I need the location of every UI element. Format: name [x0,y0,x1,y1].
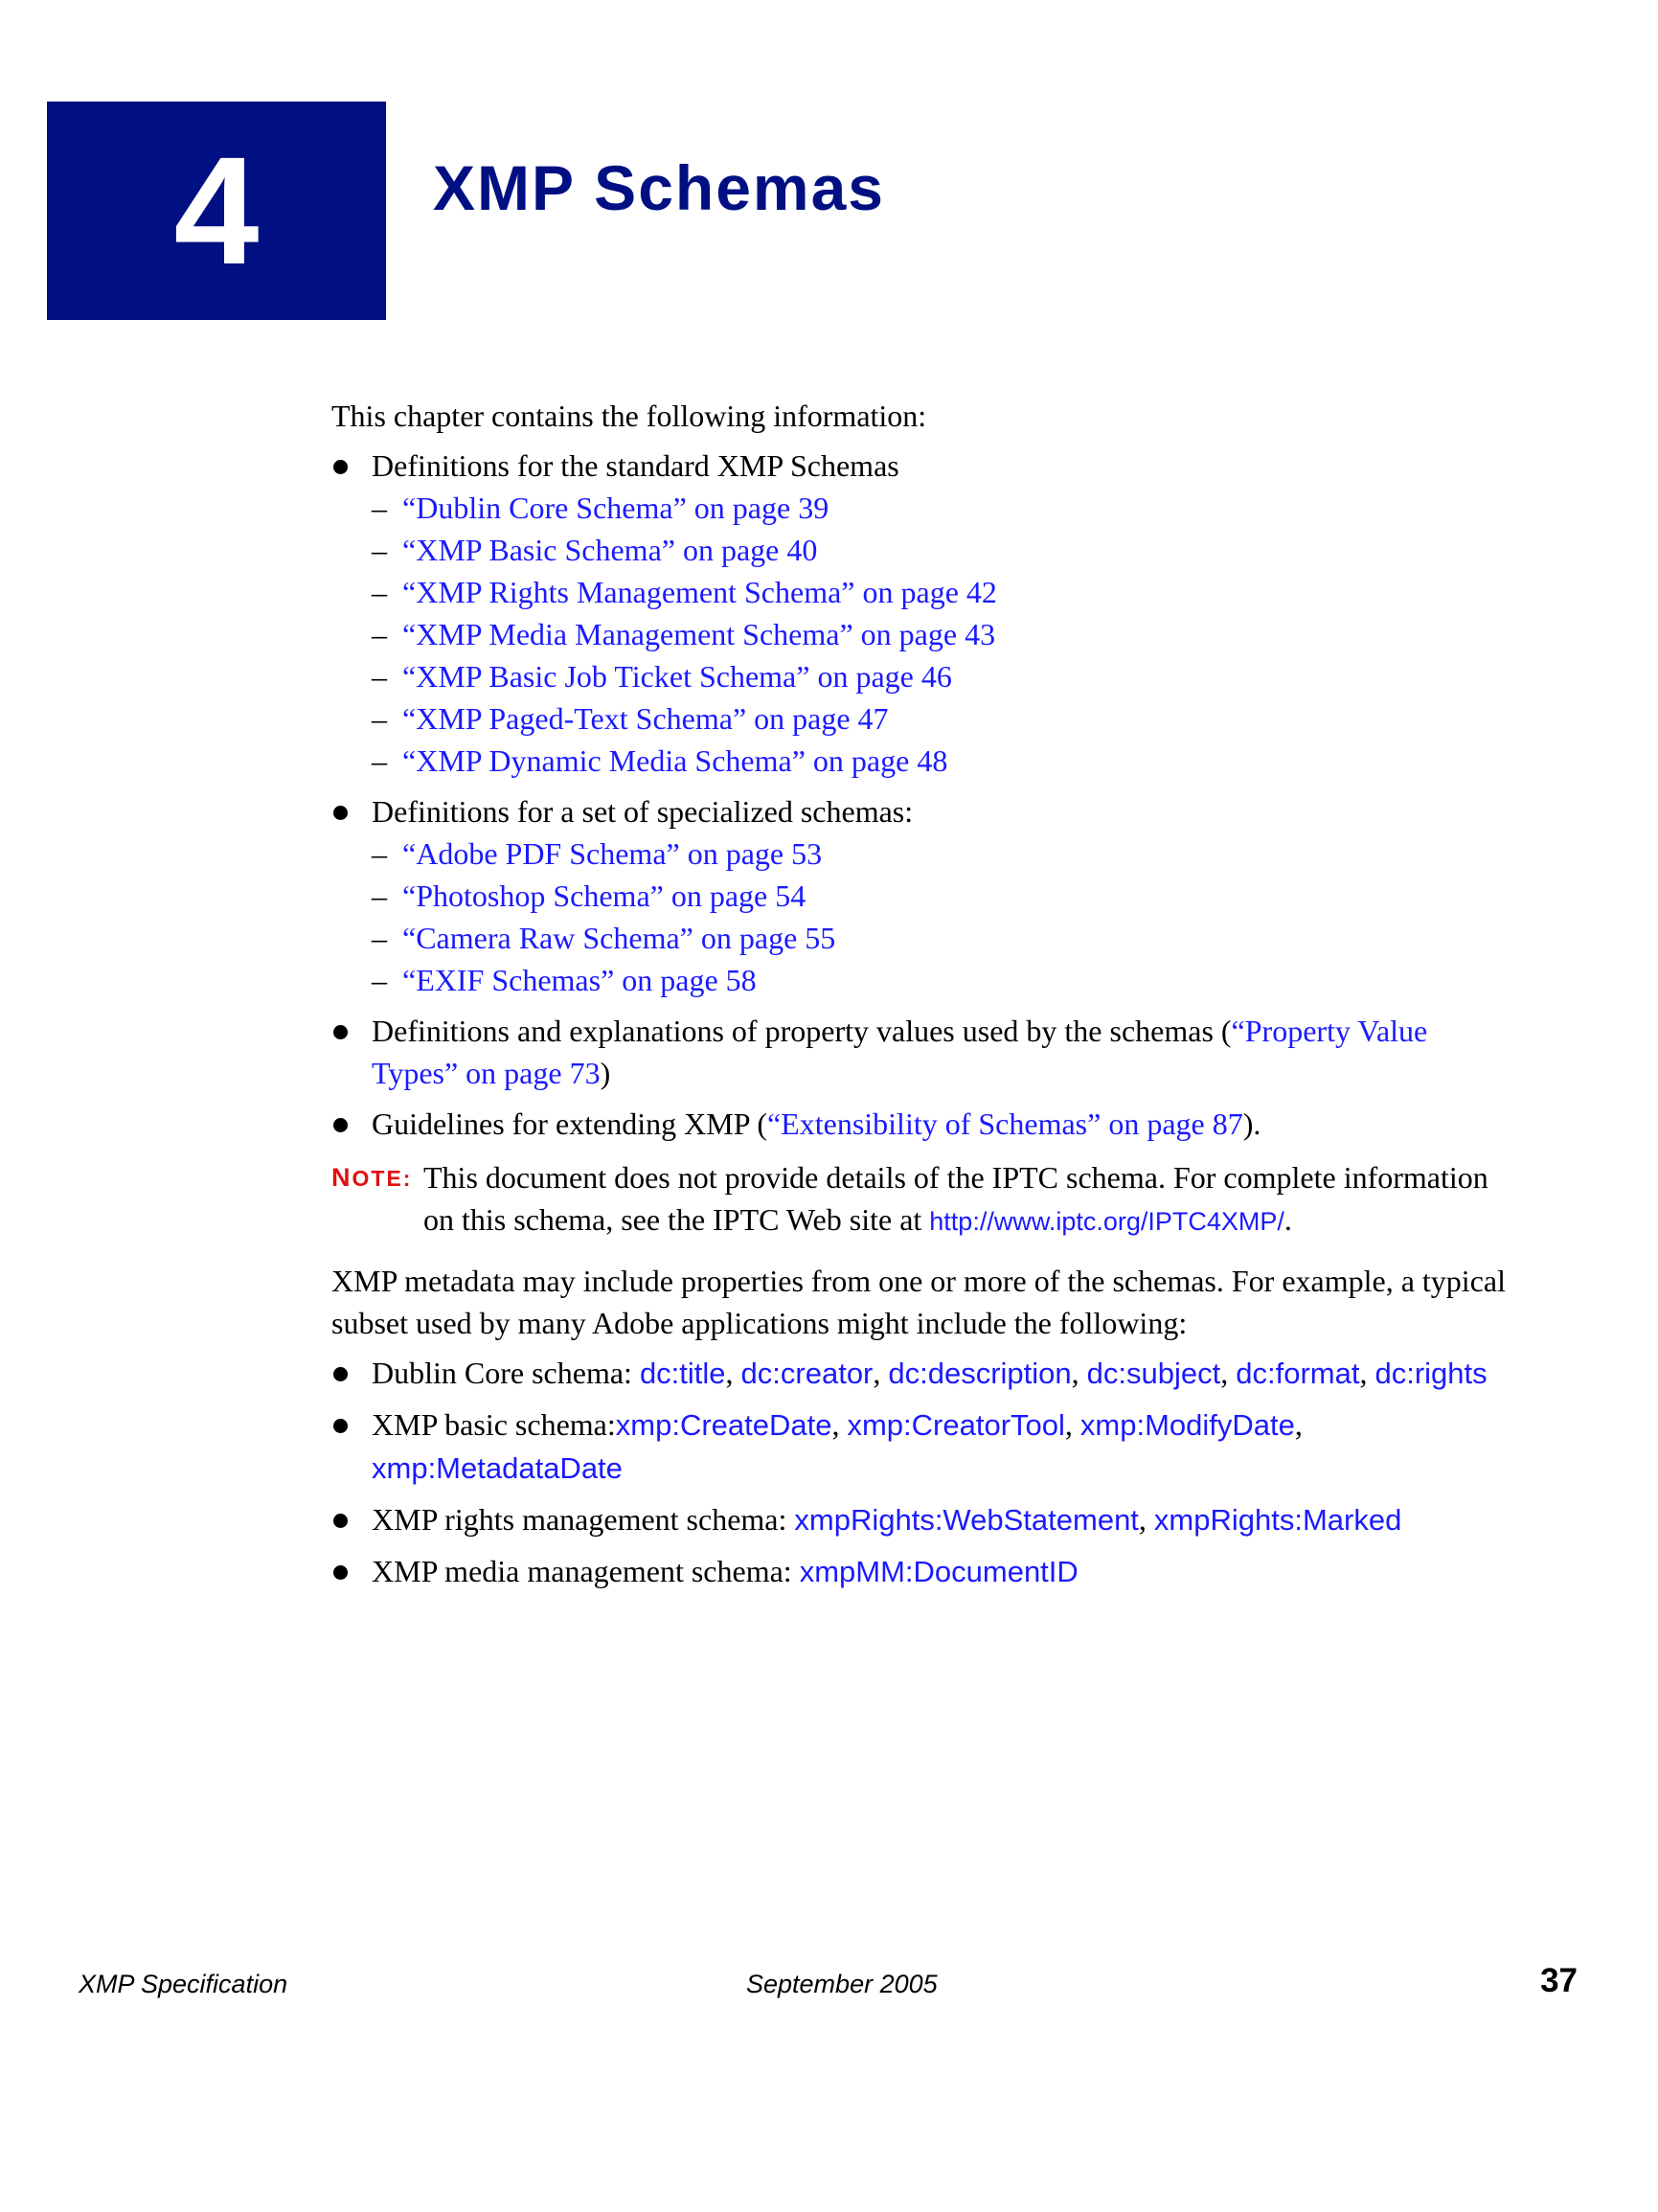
prop-link[interactable]: xmp:MetadataDate [372,1451,623,1485]
sub-list-item: – “XMP Dynamic Media Schema” on page 48 [372,743,948,778]
bullet-icon [333,1514,348,1528]
bullet-icon [333,1565,348,1580]
prop-link[interactable]: dc:format [1236,1357,1360,1390]
prop-link[interactable]: xmp:CreatorTool [847,1408,1065,1442]
prop-link[interactable]: dc:title [639,1357,726,1390]
prop-link[interactable]: xmp:ModifyDate [1079,1408,1295,1442]
link-property-value-types[interactable]: “Property Value Types” on page 73 [372,1014,1428,1090]
link-dublin-core[interactable]: “Dublin Core Schema” on page 39 [402,490,829,525]
sub-list-item: – “XMP Paged-Text Schema” on page 47 [372,701,889,736]
prop-link[interactable]: xmp:CreateDate [615,1408,832,1442]
sub-list-item: – “XMP Rights Management Schema” on page 42 [372,575,997,609]
bullet-icon [333,460,348,474]
chapter-number: 4 [173,125,260,296]
metadata-paragraph: XMP metadata may include properties from one or more of the schemas. For example, a typical subset used by many Adobe applications might include the following: [331,1264,1506,1340]
list-item-xmp-basic: XMP basic schema:xmp:CreateDate, xmp:CreatorTool, xmp:ModifyDate, xmp:MetadataDate [331,1403,1510,1490]
link-extensibility[interactable]: “Extensibility of Schemas” on page 87 [766,1106,1243,1141]
chapter-title: XMP Schemas [433,152,886,223]
prop-link[interactable]: xmpRights:WebStatement [794,1503,1139,1537]
iptc-url-link[interactable]: http://www.iptc.org/IPTC4XMP/ [929,1207,1284,1236]
page-footer [0,1962,1658,2008]
footer-date: September 2005 [746,1970,938,1998]
link-dynamic-media[interactable]: “XMP Dynamic Media Schema” on page 48 [402,743,948,778]
prop-link[interactable]: xmpRights:Marked [1153,1503,1402,1537]
bullet-icon [333,806,348,820]
link-xmp-basic[interactable]: “XMP Basic Schema” on page 40 [402,533,818,567]
list-item-text: Guidelines for extending XMP ( [372,1106,767,1141]
list-item-text: Definitions for the standard XMP Schemas [372,448,899,483]
standard-schema-links [372,487,1510,782]
page-number: 37 [1540,1962,1578,1999]
info-list [331,445,1510,1145]
list-item-media-management: XMP media management schema: xmpMM:DocumentID [331,1550,1510,1593]
list-item-specialized-schemas [331,790,1510,1001]
link-camera-raw[interactable]: “Camera Raw Schema” on page 55 [402,921,836,955]
chapter-number-box [47,102,386,320]
intro-paragraph: This chapter contains the following information: [331,399,927,433]
sub-list-item: – “EXIF Schemas” on page 58 [372,963,757,997]
link-rights-management[interactable]: “XMP Rights Management Schema” on page 42 [402,575,997,609]
sub-list-item: – “Photoshop Schema” on page 54 [372,878,806,913]
list-item-dublin-core: Dublin Core schema: dc:title, dc:creator, dc:description, dc:subject, dc:format, dc:rights [331,1352,1510,1395]
prop-link[interactable]: dc:creator [740,1357,874,1390]
link-photoshop[interactable]: “Photoshop Schema” on page 54 [402,878,806,913]
sub-list-item: – “Dublin Core Schema” on page 39 [372,490,829,525]
list-item-extensibility [331,1103,1510,1145]
link-media-management[interactable]: “XMP Media Management Schema” on page 43 [402,617,996,651]
prop-link[interactable]: dc:subject [1086,1357,1221,1390]
sub-list-item: – “Camera Raw Schema” on page 55 [372,921,836,955]
prop-link[interactable]: dc:rights [1374,1357,1488,1390]
sub-list-item: – “XMP Basic Job Ticket Schema” on page 46 [372,659,952,694]
note-text: This document does not provide details of the IPTC schema. For complete information on this schema, see the IPTC Web site at [423,1160,1488,1237]
prop-link[interactable]: xmpMM:DocumentID [799,1555,1079,1588]
list-item-property-values [331,1010,1510,1094]
list-item-rights-management: XMP rights management schema: xmpRights:WebStatement, xmpRights:Marked [331,1498,1510,1541]
bullet-icon [333,1025,348,1039]
link-exif[interactable]: “EXIF Schemas” on page 58 [402,963,757,997]
prop-link[interactable]: dc:description [888,1357,1072,1390]
list-item-text: Definitions and explanations of property values used by the schemas ( [372,1014,1232,1048]
note-label: NOTE: [331,1163,413,1192]
note-block: NOTE: This document does not provide details of the IPTC schema. For complete information on this schema, see the IPTC Web site at http://www.iptc.org/IPTC4XMP/. [331,1156,1510,1243]
link-basic-job-ticket[interactable]: “XMP Basic Job Ticket Schema” on page 46 [402,659,952,694]
specialized-schema-links [372,832,1510,1001]
sub-list-item: – “Adobe PDF Schema” on page 53 [372,836,823,871]
link-adobe-pdf[interactable]: “Adobe PDF Schema” on page 53 [402,836,823,871]
sub-list-item: – “XMP Basic Schema” on page 40 [372,533,818,567]
list-item-suffix: ). [1242,1106,1261,1141]
list-item-text: Definitions for a set of specialized schemas: [372,794,914,829]
link-paged-text[interactable]: “XMP Paged-Text Schema” on page 47 [402,701,889,736]
bullet-icon [333,1419,348,1433]
chapter-content [331,395,1510,1602]
footer-doc-title: XMP Specification [79,1970,288,1998]
schema-property-list [331,1352,1510,1593]
sub-list-item: – “XMP Media Management Schema” on page 43 [372,617,996,651]
list-item-standard-schemas [331,445,1510,782]
bullet-icon [333,1367,348,1381]
list-item-suffix: ) [600,1056,611,1090]
bullet-icon [333,1118,348,1132]
